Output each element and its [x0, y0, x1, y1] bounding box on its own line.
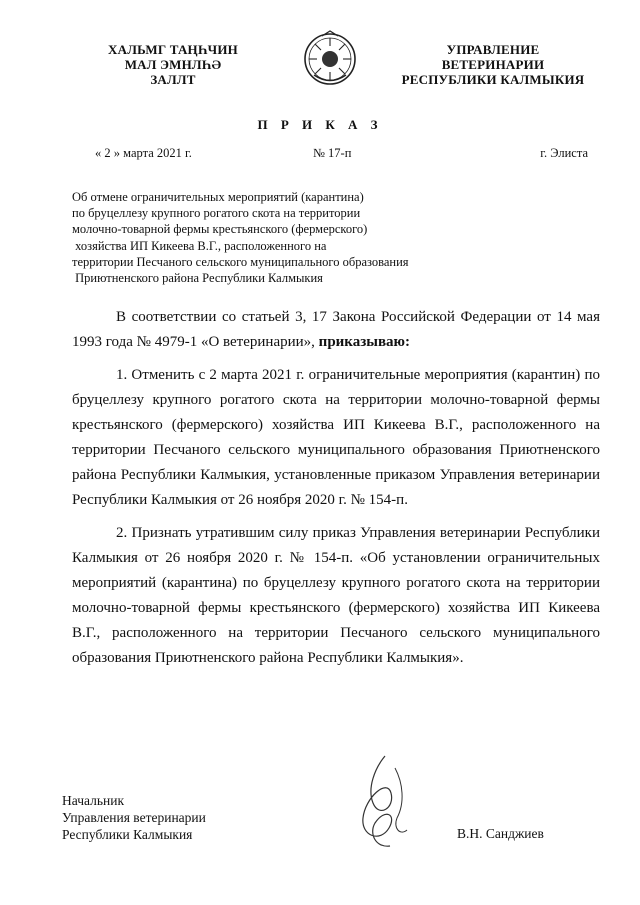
item-1-paragraph: 1. Отменить с 2 марта 2021 г. ограничительные мероприятия (карантин) по бруцеллезу крупного рогатого скота на территории молочно-товарной фермы крестьянского (фермерского) хозяйства ИП Кикеева В.Г., расположенного на территории Песчаного сельского муниципального образования Приютненского района Республики Калмыкия, установленные приказом Управления ветеринарии Республики Калмыкия от 26 ноября 2020 г. № 154-п. [72, 367, 600, 508]
signatory-name: В.Н. Санджиев [457, 826, 544, 841]
handwritten-signature [345, 748, 425, 858]
position-line: Республики Калмыкия [62, 827, 193, 842]
order-date: « 2 » марта 2021 г. [95, 146, 192, 160]
intro-text: В соответствии со статьей 3, 17 Закона Российской Федерации от 14 мая 1993 года № 4979-1 «О ветеринарии», [72, 309, 600, 350]
subject-line: Об отмене ограничительных мероприятий (карантина) [72, 190, 364, 204]
header-left-line: ЗАЛЛТ [150, 72, 196, 87]
order-body [72, 305, 600, 671]
signatory-position [62, 792, 206, 843]
subject-line: по бруцеллезу крупного рогатого скота на территории [72, 206, 361, 221]
header-right-line: РЕСПУБЛИКИ КАЛМЫКИЯ [401, 72, 585, 87]
header-left-line: МАЛ ЭМНЛҺӘ [124, 57, 222, 72]
order-number: № 17-п [313, 146, 352, 160]
subject-line: территории Песчаного сельского муниципального образования [72, 254, 409, 269]
order-subject [72, 189, 492, 286]
header-right-org [393, 42, 593, 87]
header-right-line: ВЕТЕРИНАРИИ [441, 57, 545, 72]
coat-of-arms-emblem-icon [300, 28, 360, 90]
subject-line: хозяйства ИП Кикеева В.Г., расположенного на [72, 238, 327, 253]
item-2-paragraph: 2. Признать утратившим силу приказ Управления ветеринарии Республики Калмыкия от 26 ноября 2020 г. № 154-п. «Об установлении ограничительных мероприятий (карантина) по бруцеллезу крупного рогатого скота на территории молочно-товарной фермы крестьянского (фермерского) хозяйства ИП Кикеева В.Г., расположенного на территории Песчаного сельского муниципального образования Приютненского района Республики Калмыкия». [72, 525, 600, 666]
subject-line: Приютненского района Республики Калмыкия [72, 271, 323, 286]
header-left-org [98, 42, 248, 87]
subject-line: молочно-товарной фермы крестьянского (фермерского) [72, 222, 368, 237]
intro-paragraph [72, 305, 600, 355]
position-line: Управления ветеринарии [62, 810, 206, 825]
position-line: Начальник [62, 793, 125, 808]
order-city: г. Элиста [540, 146, 588, 160]
intro-directive: приказываю: [318, 334, 411, 350]
header-left-line: ХАЛЬМГ ТАҢҺЧИН [108, 42, 238, 57]
header-right-line: УПРАВЛЕНИЕ [446, 42, 540, 57]
document-title: П Р И К А З [257, 117, 383, 132]
